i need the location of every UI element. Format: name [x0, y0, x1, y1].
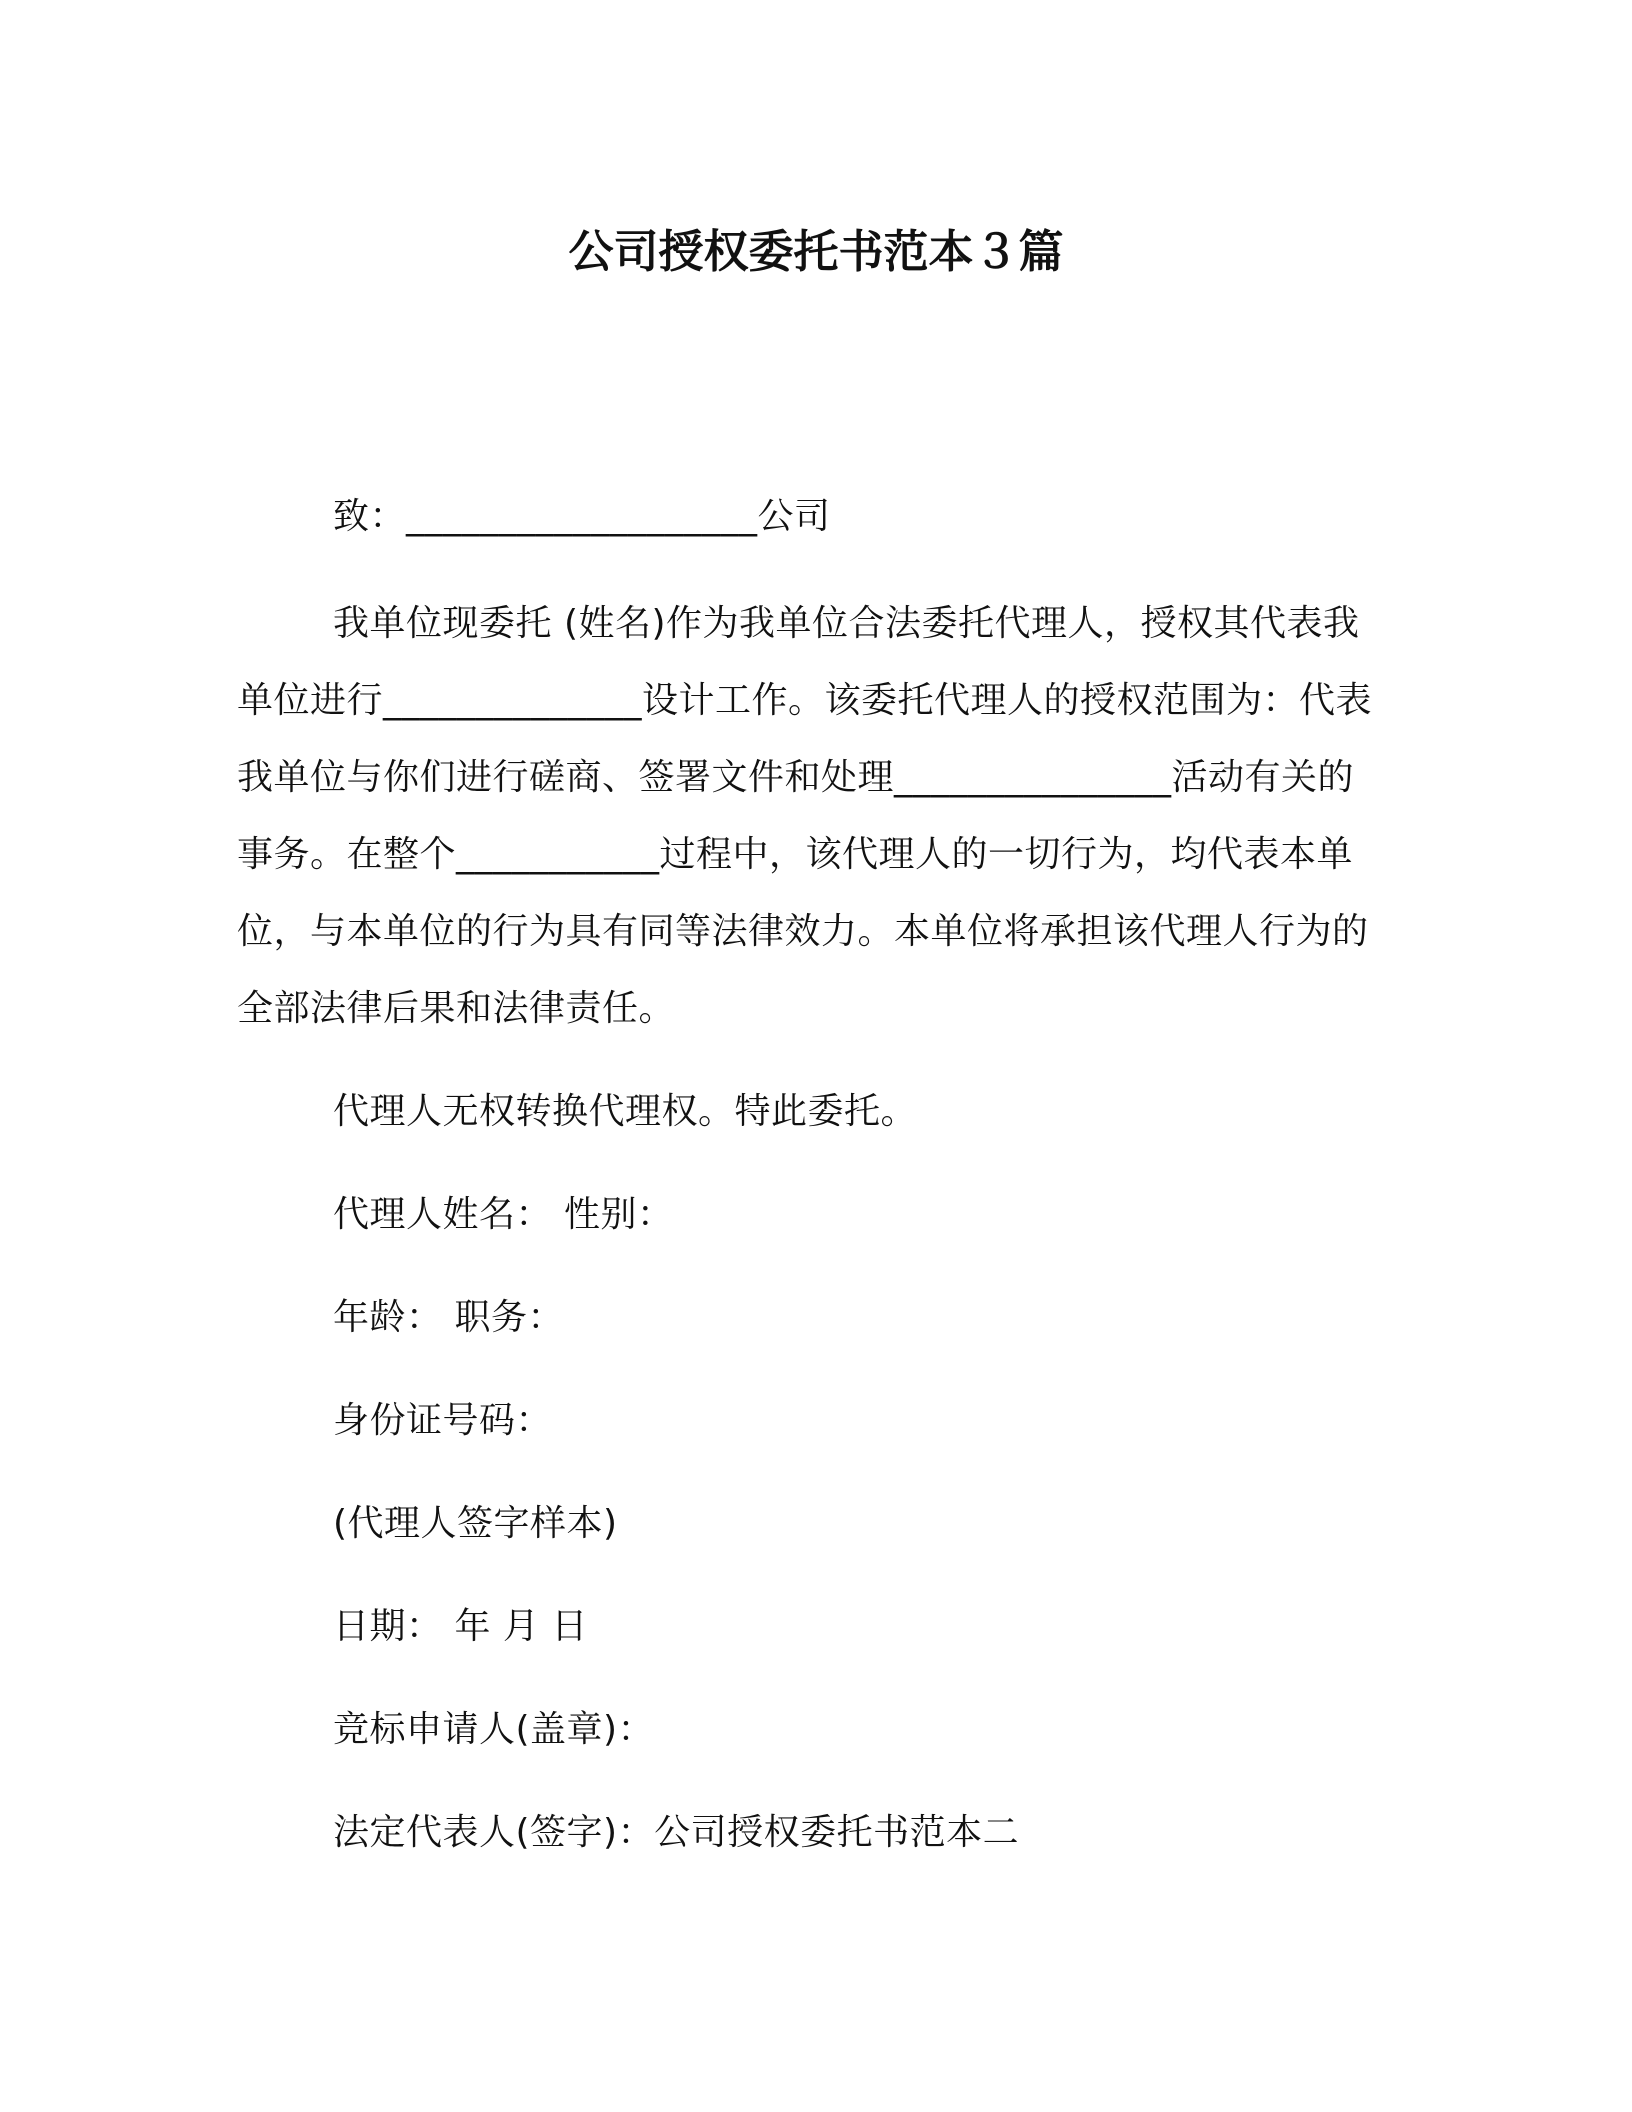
legal-representative-line: 法定代表人(签字)：公司授权委托书范本二	[333, 1812, 1020, 1853]
id-number-line: 身份证号码：	[333, 1400, 553, 1441]
salutation-line: 致：___________________公司	[333, 496, 831, 537]
age-position-line: 年龄： 职务：	[333, 1297, 564, 1338]
signature-sample-line: (代理人签字样本)	[333, 1503, 618, 1544]
date-line: 日期： 年 月 日	[333, 1606, 588, 1647]
agent-name-gender-line: 代理人姓名： 性别：	[333, 1194, 674, 1235]
document-title: 公司授权委托书范本３篇	[568, 225, 1064, 278]
no-transfer-line: 代理人无权转换代理权。特此委托。	[333, 1091, 918, 1132]
authorization-paragraph: 我单位现委托 (姓名)作为我单位合法委托代理人，授权其代表我单位进行______________设计工作。该委托代理人的授权范围为：代表我单位与你们进行磋商、签署文件和处理_______________活动有关的事务。在整个___________过程中，该代理人的一切行为，均代表本单位，与本单位的行为具有同等法律效力。本单位将承担该代理人行为的全部法律后果和法律责任。	[237, 603, 1373, 1029]
bidder-seal-line: 竞标申请人(盖章)：	[333, 1709, 655, 1750]
